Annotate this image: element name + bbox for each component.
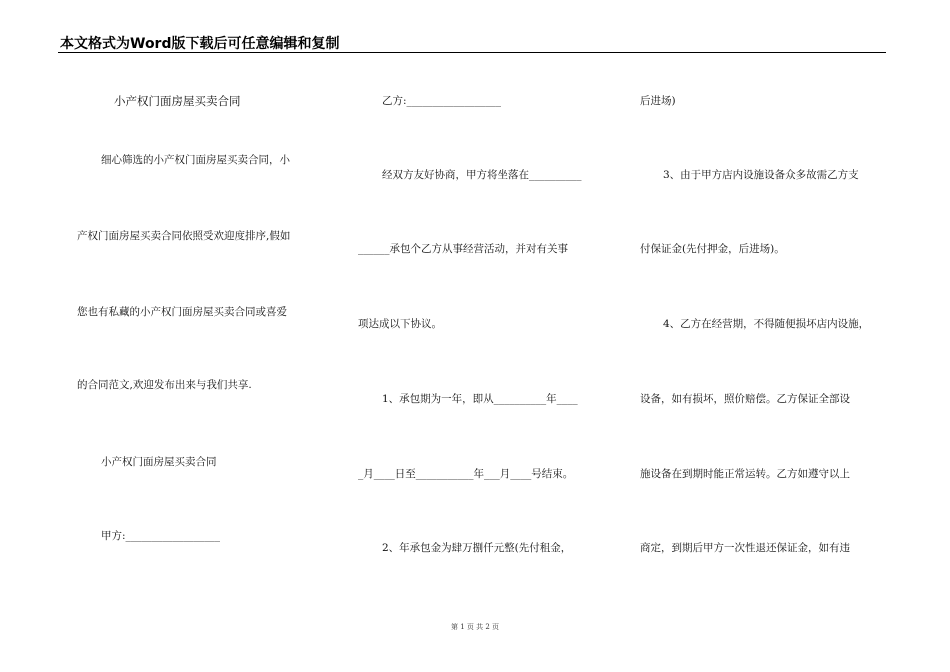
text-line: 3、由于甲方店内设施设备众多故需乙方支 xyxy=(663,169,859,181)
header-divider xyxy=(58,52,886,53)
text-line: 细心筛选的小产权门面房屋买卖合同，小 xyxy=(101,154,290,166)
text-line: 乙方:__________________ xyxy=(382,95,502,107)
text-line: 施设备在到期时能正常运转。乙方如遵守以上 xyxy=(640,468,850,480)
text-line: 后进场) xyxy=(640,95,676,107)
text-line: 4、乙方在经营期，不得随便损坏店内设施， xyxy=(663,318,870,330)
text-line: 项达成以下协议。 xyxy=(358,318,442,330)
text-line: 产权门面房屋买卖合同依照受欢迎度排序,假如 xyxy=(77,230,291,242)
text-line: 设备，如有损坏，照价赔偿。乙方保证全部设 xyxy=(640,393,850,405)
text-line: ______承包个乙方从事经营活动，并对有关事 xyxy=(358,243,568,255)
text-line: 您也有私藏的小产权门面房屋买卖合同或喜爱 xyxy=(77,306,287,318)
text-line: 经双方友好协商，甲方将坐落在__________ xyxy=(382,169,582,181)
text-line: 1、承包期为一年，即从__________年____ xyxy=(382,393,578,405)
text-line: 的合同范文,欢迎发布出来与我们共享. xyxy=(77,379,252,391)
text-line: 甲方:__________________ xyxy=(101,530,221,542)
contract-title: 小产权门面房屋买卖合同 xyxy=(114,94,241,108)
text-line: 2、年承包金为肆万捌仟元整(先付租金， xyxy=(382,542,572,554)
text-line: 付保证金(先付押金，后进场)。 xyxy=(640,243,785,255)
document-header-title: 本文格式为Word版下载后可任意编辑和复制 xyxy=(60,36,340,52)
text-line: 商定，到期后甲方一次性退还保证金，如有违 xyxy=(640,542,850,554)
text-line: 小产权门面房屋买卖合同 xyxy=(101,456,217,468)
page-number-footer: 第 1 页 共 2 页 xyxy=(450,623,500,631)
text-line: _月____日至___________年___月____号结束。 xyxy=(358,468,574,480)
